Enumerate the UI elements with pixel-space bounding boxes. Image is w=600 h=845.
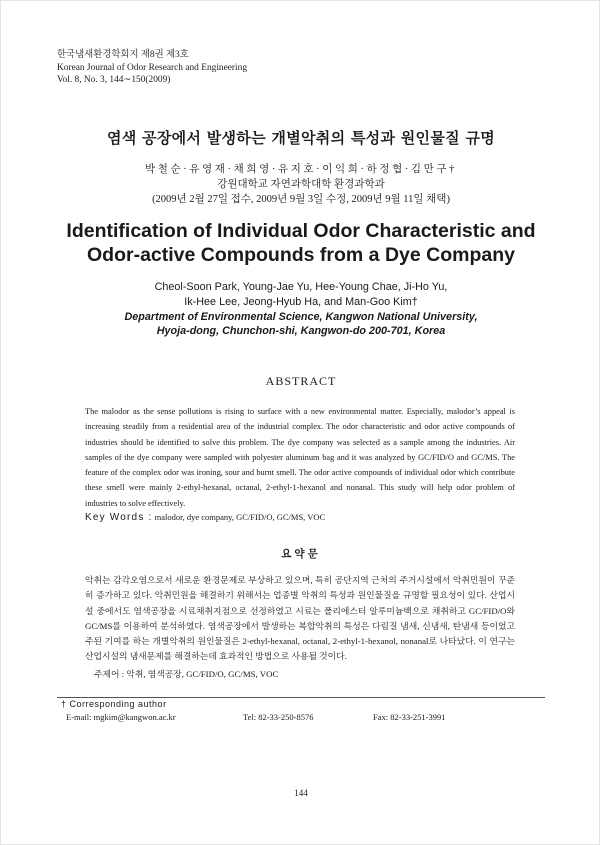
- english-affiliation-line-1: Department of Environmental Science, Kangwon National University,: [124, 311, 478, 323]
- korean-title: 염색 공장에서 발생하는 개별악취의 특성과 원인물질 규명: [106, 129, 496, 147]
- keywords-label: Key Words :: [85, 512, 153, 523]
- korean-summary-heading: 요약문: [281, 548, 321, 560]
- english-authors-line-1: Cheol-Soon Park, Young-Jae Yu, Hee-Young Chae, Ji-Ho Yu,: [154, 281, 448, 293]
- english-title-line-2: Odor-active Compounds from a Dye Company: [87, 244, 515, 266]
- page-number: 144: [294, 788, 308, 798]
- korean-summary-body: 악취는 감각오염으로서 새로운 환경문제로 부상하고 있으며, 특히 공단지역 근처의 주거시설에서 악취민원이 꾸준히 증가하고 있다. 악취민원을 해결하기 위해서는 업종별 악취의 특성과 원인물질을 규명할 필요성이 있다. 산업시설 중에서도 염색공장을 시료채취지점으로 선정하였고 시료는 폴리에스터 알루미늄백으로 채취하고 GC/FID/O와 GC/MS를 이용하여 분석하였다. 염색공장에서 발생하는 복합악취의 특성은 다림질 냄새, 신냄새, 탄냄새 등이었고 주된 기여를 하는 개별악취의 원인물질은 2-ethyl-hexanal, octanal, 2-ethyl-1-hexanol, nonanal로 나타났다. 이 연구는 산업시설의 냄새문제를 해결하는데 효과적인 방법으로 사용될 것이다.: [85, 575, 515, 662]
- korean-keywords: [94, 667, 278, 680]
- journal-name-english: Korean Journal of Odor Research and Engineering: [57, 62, 248, 73]
- journal-name-korean: 한국냄새환경학회지 제8권 제3호: [57, 50, 189, 60]
- author-telephone: Tel: 82-33-250-8576: [243, 712, 314, 722]
- journal-volume: Vol. 8, No. 3, 144∼150(2009): [57, 75, 171, 85]
- english-title-line-1: Identification of Individual Odor Characteristic and: [66, 220, 536, 242]
- english-keywords: [85, 512, 325, 523]
- korean-keywords-label: 주제어 :: [94, 669, 125, 679]
- abstract-body: The malodor as the sense pollutions is rising to surface with a new environmental matter. Especially, malodor’s appeal is increasing steadily from a residential area of the industrial complex. The odor characteristic and odor active compounds of industries should be identified to solve this problem. The dye company was selected as a sample among the industries. Air samples of the dye company were sampled with polyester aluminum bag and it was analyzed by GC/FID/O and GC/MS. The feature of the complex odor was ironing, sour and burnt smell. The odor active compounds of individual odor which contribute these smell were mainly 2-ethyl-hexanal, octanal, 2-ethyl-1-hexanol and nonanal. This study will help odor problem of industries to solve effectively.: [85, 407, 515, 508]
- author-email: E-mail: mgkim@kangwon.ac.kr: [66, 712, 176, 722]
- submission-dates: (2009년 2월 27일 접수, 2009년 9월 3일 수정, 2009년 9월 11일 채택): [152, 194, 450, 205]
- korean-authors: 박철순·유영재·채희영·유지호·이익희·하정협·김만구†: [144, 164, 458, 175]
- corresponding-author-note: † Corresponding author: [61, 699, 167, 709]
- keywords-list: malodor, dye company, GC/FID/O, GC/MS, VOC: [154, 512, 326, 522]
- footnote-divider: [57, 697, 545, 698]
- korean-keywords-list: 악취, 염색공장, GC/FID/O, GC/MS, VOC: [126, 669, 279, 679]
- korean-affiliation: 강원대학교 자연과학대학 환경과학과: [217, 179, 385, 190]
- english-affiliation-line-2: Hyoja-dong, Chunchon-shi, Kangwon-do 200-701, Korea: [156, 325, 446, 337]
- journal-header: [57, 49, 247, 87]
- author-fax: Fax: 82-33-251-3991: [373, 712, 446, 722]
- english-authors-line-2: Ik-Hee Lee, Jeong-Hyub Ha, and Man-Goo Kim†: [184, 296, 418, 308]
- abstract-heading: ABSTRACT: [265, 374, 337, 388]
